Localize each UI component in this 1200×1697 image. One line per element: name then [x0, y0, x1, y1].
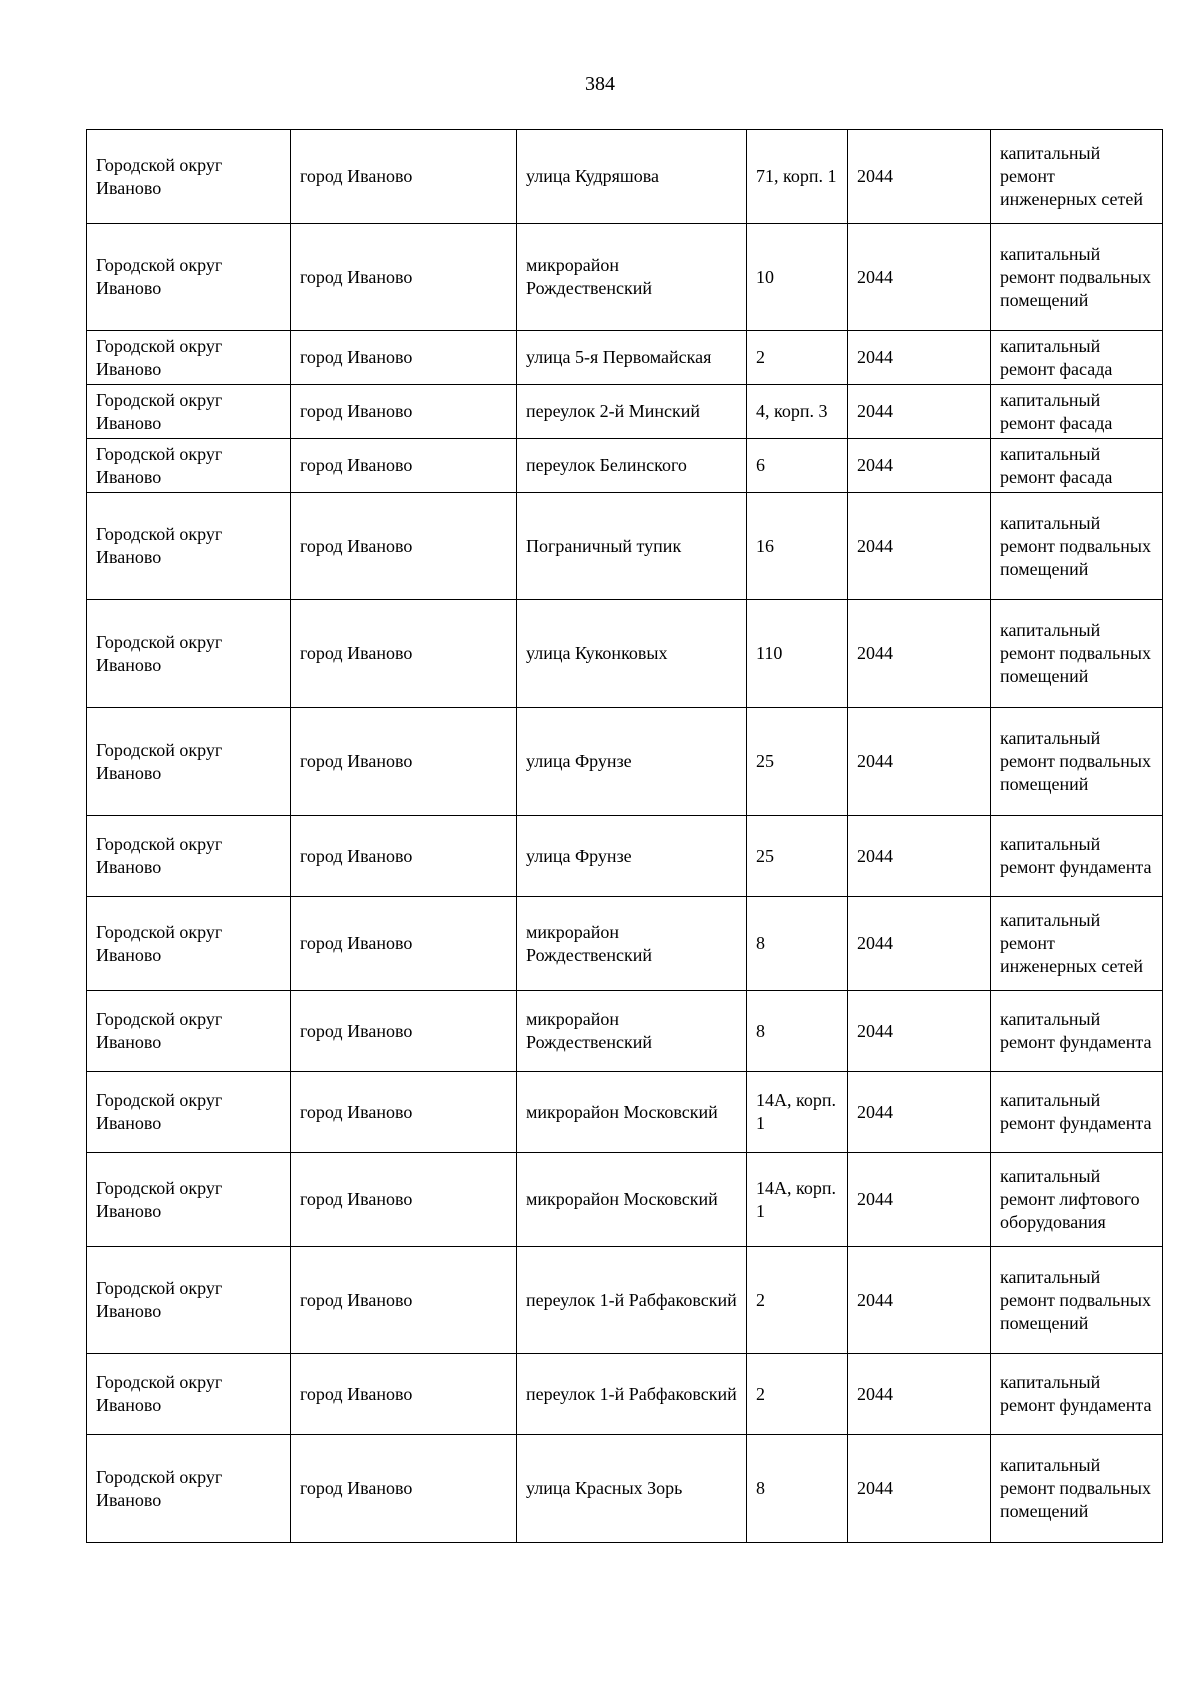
cell-street: переулок Белинского	[517, 439, 747, 493]
cell-street: Пограничный тупик	[517, 493, 747, 600]
table-row	[87, 439, 1163, 493]
cell-city: город Иваново	[291, 439, 517, 493]
cell-year: 2044	[848, 1247, 991, 1354]
cell-work: капитальный ремонт подвальных помещений	[991, 493, 1163, 600]
cell-work: капитальный ремонт фундамента	[991, 1354, 1163, 1435]
cell-year: 2044	[848, 385, 991, 439]
cell-street: улица Фрунзе	[517, 708, 747, 816]
cell-city: город Иваново	[291, 991, 517, 1072]
cell-district: Городской округ Иваново	[87, 439, 291, 493]
cell-city: город Иваново	[291, 493, 517, 600]
table-row	[87, 493, 1163, 600]
cell-year: 2044	[848, 1153, 991, 1247]
cell-city: город Иваново	[291, 1072, 517, 1153]
cell-district: Городской округ Иваново	[87, 897, 291, 991]
table-row	[87, 1247, 1163, 1354]
cell-city: город Иваново	[291, 897, 517, 991]
cell-work: капитальный ремонт инженерных сетей	[991, 897, 1163, 991]
cell-work: капитальный ремонт подвальных помещений	[991, 224, 1163, 331]
cell-city: город Иваново	[291, 331, 517, 385]
cell-city: город Иваново	[291, 600, 517, 708]
cell-street: улица 5-я Первомайская	[517, 331, 747, 385]
cell-district: Городской округ Иваново	[87, 991, 291, 1072]
cell-house: 14А, корп. 1	[747, 1153, 848, 1247]
cell-year: 2044	[848, 1072, 991, 1153]
cell-street: улица Фрунзе	[517, 816, 747, 897]
cell-city: город Иваново	[291, 1354, 517, 1435]
cell-year: 2044	[848, 1354, 991, 1435]
cell-city: город Иваново	[291, 816, 517, 897]
cell-work: капитальный ремонт подвальных помещений	[991, 1435, 1163, 1543]
cell-house: 110	[747, 600, 848, 708]
cell-work: капитальный ремонт фасада	[991, 331, 1163, 385]
table-row	[87, 1354, 1163, 1435]
cell-district: Городской округ Иваново	[87, 1435, 291, 1543]
cell-street: микрорайон Московский	[517, 1153, 747, 1247]
cell-house: 4, корп. 3	[747, 385, 848, 439]
cell-city: город Иваново	[291, 1247, 517, 1354]
cell-city: город Иваново	[291, 385, 517, 439]
cell-street: улица Куконковых	[517, 600, 747, 708]
table-row	[87, 991, 1163, 1072]
cell-district: Городской округ Иваново	[87, 130, 291, 224]
table-row	[87, 130, 1163, 224]
cell-district: Городской округ Иваново	[87, 1153, 291, 1247]
cell-year: 2044	[848, 708, 991, 816]
cell-year: 2044	[848, 130, 991, 224]
cell-district: Городской округ Иваново	[87, 493, 291, 600]
cell-house: 71, корп. 1	[747, 130, 848, 224]
cell-work: капитальный ремонт лифтового оборудования	[991, 1153, 1163, 1247]
cell-year: 2044	[848, 991, 991, 1072]
cell-house: 14А, корп. 1	[747, 1072, 848, 1153]
cell-street: переулок 1-й Рабфаковский	[517, 1354, 747, 1435]
cell-street: переулок 1-й Рабфаковский	[517, 1247, 747, 1354]
page-number: 384	[585, 73, 615, 95]
cell-year: 2044	[848, 600, 991, 708]
cell-city: город Иваново	[291, 224, 517, 331]
cell-street: микрорайон Рождественский	[517, 224, 747, 331]
cell-work: капитальный ремонт подвальных помещений	[991, 600, 1163, 708]
cell-work: капитальный ремонт фундамента	[991, 816, 1163, 897]
table-row	[87, 331, 1163, 385]
cell-year: 2044	[848, 1435, 991, 1543]
cell-year: 2044	[848, 816, 991, 897]
cell-house: 25	[747, 708, 848, 816]
cell-work: капитальный ремонт фундамента	[991, 991, 1163, 1072]
cell-year: 2044	[848, 493, 991, 600]
cell-district: Городской округ Иваново	[87, 1247, 291, 1354]
table-row	[87, 816, 1163, 897]
cell-district: Городской округ Иваново	[87, 816, 291, 897]
cell-work: капитальный ремонт фасада	[991, 439, 1163, 493]
cell-year: 2044	[848, 439, 991, 493]
table-row	[87, 600, 1163, 708]
cell-work: капитальный ремонт инженерных сетей	[991, 130, 1163, 224]
cell-city: город Иваново	[291, 1435, 517, 1543]
cell-street: переулок 2-й Минский	[517, 385, 747, 439]
cell-year: 2044	[848, 331, 991, 385]
cell-work: капитальный ремонт фундамента	[991, 1072, 1163, 1153]
cell-street: микрорайон Рождественский	[517, 991, 747, 1072]
table-row	[87, 1435, 1163, 1543]
cell-city: город Иваново	[291, 708, 517, 816]
cell-district: Городской округ Иваново	[87, 1072, 291, 1153]
cell-district: Городской округ Иваново	[87, 224, 291, 331]
table-row	[87, 1153, 1163, 1247]
cell-year: 2044	[848, 897, 991, 991]
table-row	[87, 385, 1163, 439]
cell-house: 8	[747, 991, 848, 1072]
table-row	[87, 897, 1163, 991]
cell-house: 25	[747, 816, 848, 897]
cell-work: капитальный ремонт подвальных помещений	[991, 1247, 1163, 1354]
cell-house: 10	[747, 224, 848, 331]
cell-district: Городской округ Иваново	[87, 331, 291, 385]
cell-work: капитальный ремонт подвальных помещений	[991, 708, 1163, 816]
cell-house: 2	[747, 1247, 848, 1354]
table-row	[87, 224, 1163, 331]
cell-house: 8	[747, 897, 848, 991]
cell-city: город Иваново	[291, 1153, 517, 1247]
cell-district: Городской округ Иваново	[87, 708, 291, 816]
cell-district: Городской округ Иваново	[87, 1354, 291, 1435]
table-row	[87, 1072, 1163, 1153]
cell-work: капитальный ремонт фасада	[991, 385, 1163, 439]
cell-street: улица Красных Зорь	[517, 1435, 747, 1543]
cell-house: 8	[747, 1435, 848, 1543]
cell-house: 2	[747, 331, 848, 385]
cell-house: 6	[747, 439, 848, 493]
cell-house: 2	[747, 1354, 848, 1435]
cell-district: Городской округ Иваново	[87, 600, 291, 708]
cell-year: 2044	[848, 224, 991, 331]
table-row	[87, 708, 1163, 816]
cell-city: город Иваново	[291, 130, 517, 224]
repair-schedule-table	[86, 129, 1163, 1543]
cell-street: микрорайон Рождественский	[517, 897, 747, 991]
cell-house: 16	[747, 493, 848, 600]
cell-street: микрорайон Московский	[517, 1072, 747, 1153]
cell-street: улица Кудряшова	[517, 130, 747, 224]
cell-district: Городской округ Иваново	[87, 385, 291, 439]
